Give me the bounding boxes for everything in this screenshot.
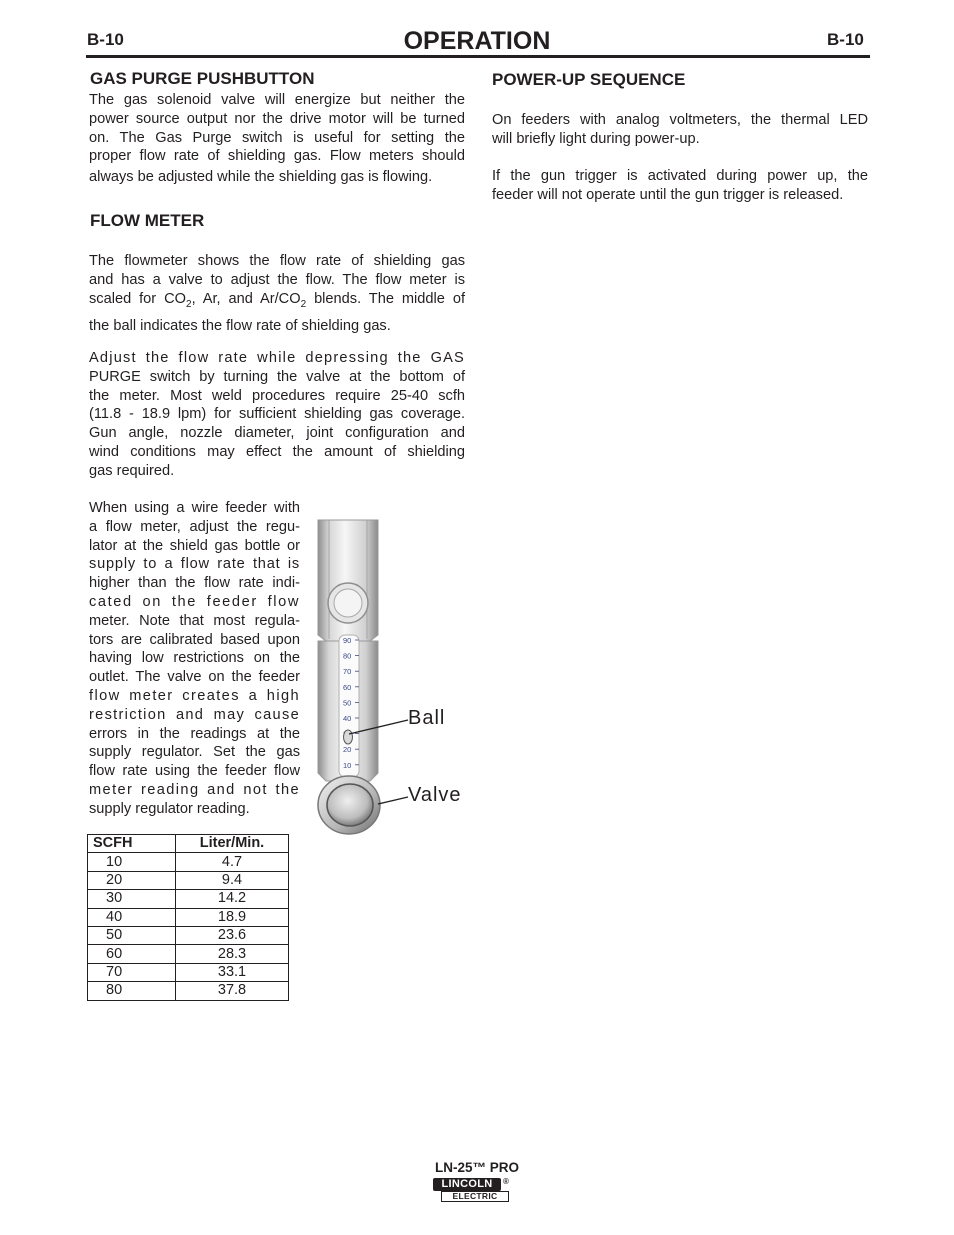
ball-label: Ball	[408, 707, 446, 729]
text-line: on. The Gas Purge switch is useful for setting the	[89, 129, 465, 146]
page-code-left: B-10	[87, 30, 124, 49]
text-line	[89, 290, 465, 315]
subscript: 2	[186, 298, 192, 310]
text-line: supply regulator. Set the gas	[89, 744, 300, 761]
scale-tick-label: 70	[343, 667, 352, 677]
text-line: Gun angle, nozzle diameter, joint configuration and	[89, 425, 465, 442]
scfh-cell: 50	[88, 926, 176, 944]
text-line: outlet. The valve on the feeder	[89, 669, 300, 686]
text-line: cated on the feeder flow	[89, 593, 300, 610]
logo-registered-mark: ®	[503, 1177, 509, 1186]
text-line: If the gun trigger is activated during power up, the	[492, 168, 868, 184]
logo-top-text: LINCOLN	[433, 1178, 501, 1191]
ball-indicator	[344, 730, 353, 744]
text-line: gas required.	[89, 462, 175, 479]
flow-meter-paragraph-2	[89, 349, 465, 481]
text-line: tors are calibrated based upon	[89, 631, 300, 648]
text-line: will briefly light during power-up.	[492, 130, 700, 147]
power-up-heading: POWER-UP SEQUENCE	[492, 70, 686, 89]
scfh-cell: 30	[88, 890, 176, 908]
liter-per-min-cell: 9.4	[176, 871, 289, 889]
lincoln-electric-logo	[433, 1178, 511, 1204]
text-line: The flowmeter shows the flow rate of shielding gas	[89, 253, 465, 269]
model-name: LN-25™ PRO	[434, 1160, 519, 1175]
text-line: a flow meter, adjust the regu-	[89, 518, 300, 535]
liter-per-min-cell: 14.2	[176, 890, 289, 908]
logo-bottom-text: ELECTRIC	[441, 1191, 509, 1202]
liter-per-min-cell: 4.7	[176, 853, 289, 871]
text-line: wind conditions may effect the amount of shielding	[89, 443, 465, 460]
gas-purge-heading: GAS PURGE PUSHBUTTON	[90, 69, 315, 88]
page-title: OPERATION	[403, 27, 551, 55]
flow-meter-paragraph-3	[89, 499, 300, 819]
subscript: 2	[300, 298, 307, 310]
text-line: The gas solenoid valve will energize but neither the	[89, 92, 465, 108]
scfh-cell: 20	[88, 871, 176, 889]
text-line: proper flow rate of shielding gas. Flow meters should	[89, 148, 465, 165]
text-line: and has a valve to adjust the flow. The flow meter is	[89, 271, 465, 288]
text-line: Adjust the flow rate while depressing the GAS	[89, 350, 465, 366]
text-line: (11.8 - 18.9 lpm) for sufficient shielding gas coverage.	[89, 406, 465, 423]
table-row	[88, 908, 289, 926]
liter-per-min-cell: 28.3	[176, 945, 289, 963]
text-fragment: , Ar, and Ar/CO	[191, 290, 301, 307]
scfh-cell: 10	[88, 853, 176, 871]
page-code-right: B-10	[827, 30, 864, 49]
scfh-cell: 70	[88, 963, 176, 981]
flow-meter-heading: FLOW METER	[90, 211, 205, 230]
scfh-cell: 80	[88, 982, 176, 1000]
text-line: higher than the flow rate indi-	[89, 575, 300, 592]
text-line: flow meter creates a high	[89, 687, 300, 704]
text-line: restriction and may cause	[89, 706, 300, 723]
text-line: When using a wire feeder with	[89, 500, 300, 516]
text-line: supply regulator reading.	[89, 800, 250, 817]
table-row	[88, 890, 289, 908]
text-fragment: blends. The middle of	[306, 290, 465, 307]
scale-tick-label: 50	[343, 698, 352, 708]
header-rule	[86, 55, 870, 58]
text-line: always be adjusted while the shielding gas is flowing.	[89, 169, 433, 186]
text-line: meter reading and not the	[89, 781, 300, 798]
scale-tick-label: 40	[343, 714, 352, 723]
scale-tick-label: 90	[343, 636, 352, 645]
scale-tick-label: 10	[343, 760, 352, 770]
table-row	[88, 963, 289, 981]
scfh-conversion-table	[87, 834, 289, 1001]
liter-per-min-cell: 18.9	[176, 908, 289, 926]
table-row	[88, 945, 289, 963]
text-line: supply to a flow rate that is	[89, 556, 300, 573]
text-line: errors in the readings at the	[89, 725, 300, 742]
liter-per-min-cell: 23.6	[176, 926, 289, 944]
liter-per-min-cell: 37.8	[176, 982, 289, 1000]
valve-knob	[327, 784, 373, 826]
scale-tick-label: 80	[343, 651, 352, 661]
gas-purge-paragraph	[89, 91, 465, 187]
table-row	[88, 982, 289, 1000]
table-row	[88, 853, 289, 871]
flow-meter-paragraph-1	[89, 252, 465, 336]
scfh-cell: 40	[88, 908, 176, 926]
scale-tick-label: 60	[343, 682, 352, 692]
text-line: flow rate using the feeder flow	[89, 763, 300, 780]
table-header-row	[88, 835, 289, 853]
liter-per-min-cell: 33.1	[176, 963, 289, 981]
text-line: the meter. Most weld procedures require 25-40 scfh	[89, 387, 465, 404]
valve-label: Valve	[408, 784, 462, 806]
text-line: feeder will not operate until the gun trigger is released.	[492, 186, 844, 203]
table-row	[88, 871, 289, 889]
valve-leader-line	[378, 797, 408, 804]
table-row	[88, 926, 289, 944]
text-line: PURGE switch by turning the valve at the bottom of	[89, 368, 465, 385]
power-up-paragraph-1	[492, 111, 868, 149]
text-line: the ball indicates the flow rate of shielding gas.	[89, 318, 391, 335]
power-up-paragraph-2	[492, 167, 868, 205]
column-header: SCFH	[88, 835, 176, 853]
text-line: meter. Note that most regula-	[89, 612, 300, 629]
column-header: Liter/Min.	[176, 835, 289, 853]
text-line: having low restrictions on the	[89, 650, 300, 667]
text-fragment: scaled for CO	[89, 290, 186, 307]
scale-tick-label: 20	[343, 745, 352, 755]
text-line: power source output nor the drive motor will be turned	[89, 110, 465, 127]
text-line: On feeders with analog voltmeters, the thermal LED	[492, 112, 868, 128]
scfh-cell: 60	[88, 945, 176, 963]
text-line: lator at the shield gas bottle or	[89, 537, 300, 554]
